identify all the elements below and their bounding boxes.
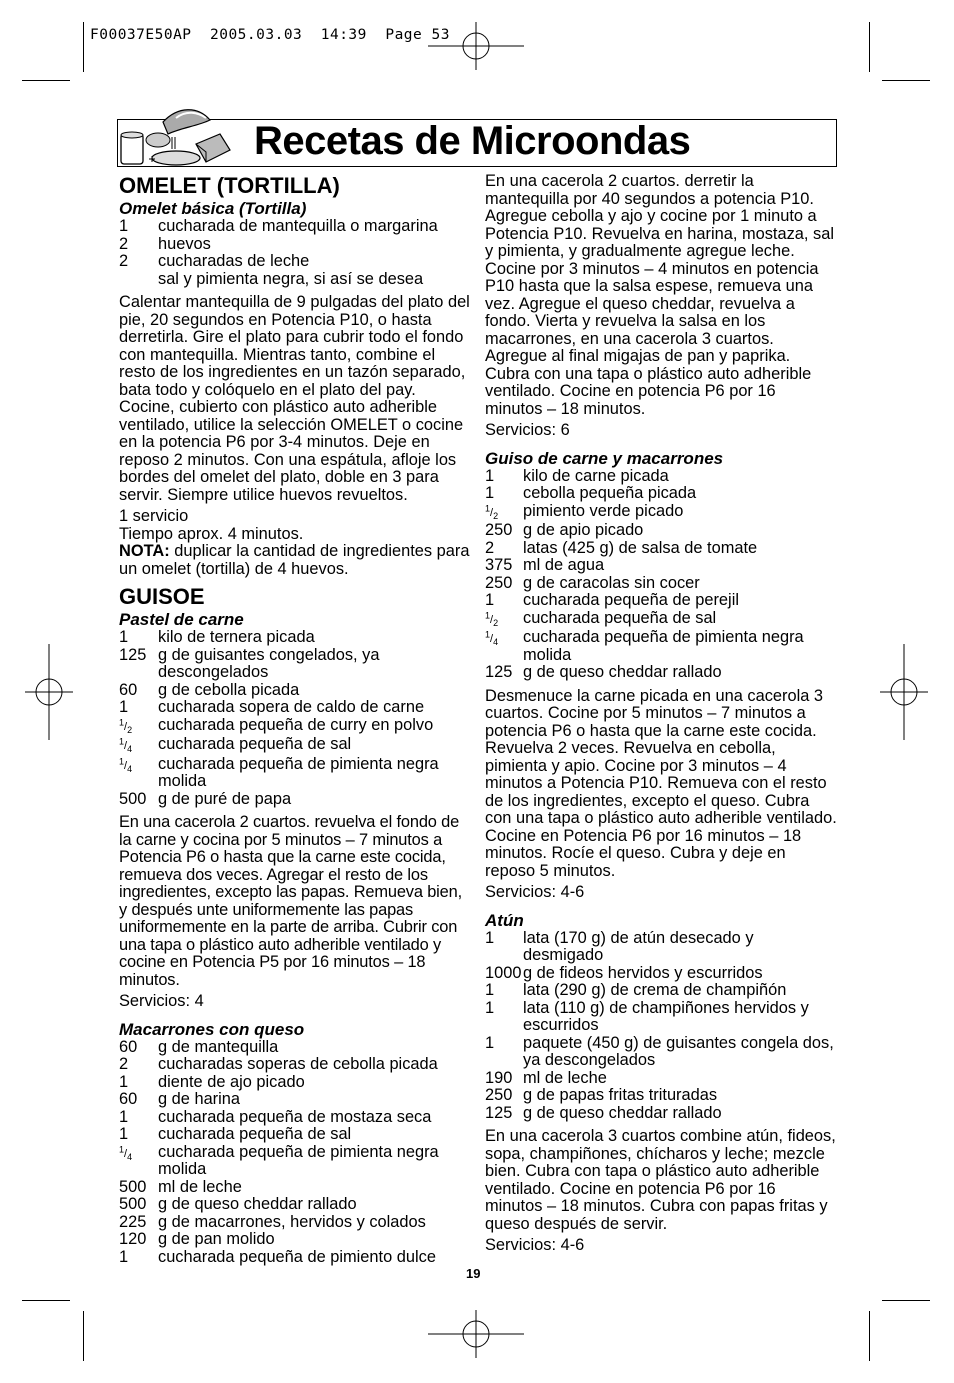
ingredient-text: cucharada pequeña de pimienta negra molida (158, 1142, 439, 1178)
ingredient-row (485, 982, 837, 1000)
ingredient-row (485, 522, 837, 540)
left-column (119, 173, 471, 1266)
guiso-instructions: Desmenuce la carne picada en una cacerola 3 cuartos. Cocine por 5 minutos – 7 minutos a potencia P6 o hasta que la carne este cocida. Revuelva 2 veces. Revuelva en cebolla, pimienta y apio. Cocine por 3 minutos – 4 minutos a Potencia P10. Remueva con el resto de los ingredientes, excepto el queso. Cubra con una tapa o plástico auto adherible ventilado. Cocine en Potencia P6 por 16 minutos – 18 minutos. Rocíe el queso. Cubra y deje en reposo 5 minutos. (485, 686, 837, 880)
ingredient-row (119, 1109, 471, 1127)
ingredient-text: g de harina (158, 1090, 241, 1108)
ingredient-row (485, 1000, 837, 1035)
ingredient-row (485, 575, 837, 593)
atun-instructions: En una cacerola 3 cuartos combine atún, fideos, sopa, champiñones, chícharos y leche; mezcle bien. Cubra con tapa o plástico auto adherible ventilado. Cocine en potencia P6 por 16 minutos – 18 minutos. Cubra con papas fritas y queso después de servir. (485, 1127, 836, 1233)
ingredient-quantity: 375 (485, 556, 513, 574)
printer-slug: F00037E50AP 2005.03.03 14:39 Page 53 (90, 27, 450, 43)
ingredient-row (119, 791, 471, 809)
ingredient-quantity: 2 (485, 538, 495, 557)
ingredient-quantity (119, 271, 158, 289)
ingredient-text: g de queso cheddar rallado (523, 1103, 722, 1122)
ingredient-text: g de fideos hervidos y escurridos (523, 963, 763, 982)
ingredient-row (485, 930, 837, 965)
ingredient-quantity: 250 (485, 521, 513, 539)
ingredient-text: g de guisantes congelados, ya descongelados (158, 645, 380, 681)
ingredient-row (119, 717, 471, 737)
guiso-subheading: Guiso de carne y macarrones (485, 448, 724, 468)
page-title: Recetas de Microondas (254, 119, 691, 163)
right-column (485, 173, 837, 1255)
ingredient-row (485, 664, 837, 682)
ingredient-row (119, 736, 471, 756)
pastel-ingredients (119, 629, 471, 808)
ingredient-quantity: 500 (119, 1195, 147, 1213)
ingredient-text: cucharada pequeña de sal (158, 735, 352, 753)
ingredient-quantity: 2 (119, 252, 129, 270)
pastel-instructions: En una cacerola 2 cuartos. revuelva el fondo de la carne y cocina por 5 minutos – 7 minutos a Potencia P6 o hasta que la carne este cocida, remueva dos veces. Agregar el resto de los ingredientes, excepto las papas. Remueva bien, y después unte uniformemente las papas uniformemente en la parte de arriba. Cubrir con una tapa o plástico auto adherible ventilado y cocine en Potencia P5 por 16 minutos – 18 minutos. (119, 813, 462, 989)
ingredient-row (485, 557, 837, 575)
ingredient-quantity: 190 (485, 1068, 513, 1087)
note-text: duplicar la cantidad de ingredientes para un omelet (tortilla) de 4 huevos. (119, 542, 470, 578)
macarrones-subheading: Macarrones con queso (119, 1019, 305, 1039)
ingredient-row (485, 485, 837, 503)
ingredient-text: cucharada pequeña de pimienta negra molida (523, 628, 804, 664)
crop-mark (22, 1300, 70, 1301)
ingredient-quantity: 1 (119, 1107, 129, 1126)
atun-subheading: Atún (485, 910, 524, 930)
ingredient-text: cucharada pequeña de pimienta negra molida (158, 754, 439, 790)
ingredient-row (119, 271, 471, 289)
ingredient-text: cucharada pequeña de mostaza seca (158, 1107, 432, 1126)
omelet-subheading: Omelet básica (Tortilla) (119, 199, 307, 218)
crop-mark (869, 22, 870, 72)
ingredient-quantity: 60 (119, 1037, 138, 1056)
guisoe-heading: GUISOE (119, 584, 205, 609)
ingredient-text: g de queso cheddar rallado (158, 1195, 357, 1213)
ingredient-row (119, 236, 471, 254)
pastel-subheading: Pastel de carne (119, 610, 244, 629)
ingredient-text: diente de ajo picado (158, 1072, 305, 1091)
ingredient-text: ml de leche (158, 1177, 242, 1196)
ingredient-text: kilo de ternera picada (158, 628, 315, 646)
ingredient-text: cucharada pequeña de pimiento dulce (158, 1247, 436, 1266)
ingredient-quantity: 1 (485, 466, 495, 485)
macarrones-ingredients (119, 1039, 471, 1267)
ingredient-row (119, 1126, 471, 1144)
ingredient-row (119, 1056, 471, 1074)
ingredient-row (119, 647, 471, 682)
ingredient-text: g de puré de papa (158, 789, 292, 808)
guiso-servings: Servicios: 4-6 (485, 883, 585, 901)
registration-mark (25, 644, 73, 740)
ingredient-quantity: 250 (485, 1086, 513, 1104)
ingredient-quantity: $^1/_2$ (119, 716, 133, 735)
macarrones-servings: Servicios: 6 (485, 421, 570, 439)
ingredient-quantity: 1 (119, 1125, 129, 1143)
ingredient-quantity: 250 (485, 573, 513, 592)
registration-mark (428, 22, 524, 70)
ingredient-quantity: $^1/_2$ (485, 609, 499, 628)
pastel-servings: Servicios: 4 (119, 992, 204, 1010)
ingredient-row (485, 1035, 837, 1070)
ingredient-row (485, 629, 837, 664)
ingredient-text: ml de leche (523, 1068, 607, 1087)
ingredient-quantity: 1 (485, 928, 495, 947)
ingredient-text: cucharada pequeña de sal (523, 608, 717, 627)
ingredient-row (485, 610, 837, 630)
ingredient-row (119, 253, 471, 271)
ingredient-text: g de caracolas sin cocer (523, 573, 700, 592)
ingredient-text: cucharada pequeña de sal (158, 1125, 352, 1143)
ingredient-row (485, 468, 837, 486)
ingredient-text: latas (425 g) de salsa de tomate (523, 538, 758, 557)
ingredient-text: cucharada pequeña de perejil (523, 591, 739, 609)
ingredient-quantity: $^1/_4$ (485, 629, 499, 648)
food-illustration-icon (118, 104, 236, 170)
ingredient-quantity: 1 (485, 998, 495, 1017)
ingredient-row (119, 1214, 471, 1232)
ingredient-quantity: 1 (119, 628, 129, 646)
ingredient-quantity: 125 (485, 1103, 513, 1122)
ingredient-text: kilo de carne picada (523, 466, 669, 485)
guiso-ingredients (485, 468, 837, 682)
ingredient-text: g de mantequilla (158, 1037, 279, 1056)
crop-mark (882, 1300, 930, 1301)
ingredient-quantity: $^1/_4$ (119, 755, 133, 774)
ingredient-text: cucharadas soperas de cebolla picada (158, 1055, 438, 1073)
ingredient-row (485, 592, 837, 610)
ingredient-quantity: 60 (119, 1090, 138, 1108)
ingredient-row (119, 699, 471, 717)
ingredient-quantity: 1 (119, 217, 129, 235)
ingredient-text: g de apio picado (523, 521, 644, 539)
ingredient-quantity: $^1/_4$ (119, 1143, 133, 1162)
page-number: 19 (466, 1266, 481, 1281)
ingredient-quantity: 1 (119, 1247, 129, 1266)
ingredient-quantity: 1 (485, 591, 495, 609)
ingredient-quantity: 2 (119, 234, 129, 253)
crop-mark (882, 80, 930, 81)
ingredient-row (485, 540, 837, 558)
atun-ingredients (485, 930, 837, 1123)
crop-mark (83, 1311, 84, 1361)
ingredient-text: cucharada de mantequilla o margarina (158, 217, 438, 235)
ingredient-row (119, 1179, 471, 1197)
crop-mark (22, 80, 70, 81)
ingredient-row (119, 682, 471, 700)
ingredient-text: sal y pimienta negra, si así se desea (158, 269, 424, 288)
ingredient-row (119, 1074, 471, 1092)
ingredient-row (119, 1091, 471, 1109)
ingredient-row (119, 629, 471, 647)
omelet-note (119, 543, 471, 578)
ingredient-text: g de papas fritas trituradas (523, 1086, 718, 1104)
ingredient-quantity: 125 (119, 645, 147, 664)
ingredient-quantity: 60 (119, 680, 138, 699)
ingredient-quantity: 1 (119, 698, 129, 716)
note-label: NOTA: (119, 542, 170, 560)
ingredient-quantity: 1 (485, 484, 495, 502)
ingredient-text: g de pan molido (158, 1230, 275, 1248)
ingredient-row (119, 218, 471, 236)
ingredient-text: cucharada sopera de caldo de carne (158, 698, 425, 716)
ingredient-text: g de macarrones, hervidos y colados (158, 1212, 426, 1231)
omelet-instructions: Calentar mantequilla de 9 pulgadas del plato del pie, 20 segundos en Potencia P10, o hasta derretirla. Gire el plato para cubrir todo el fondo con mantequilla. Mientras tanto, combine el resto de los ingredientes en un tazón separado, bata todo y colóquelo en el plato del pay. Cocine, cubierto con plástico auto adherible ventilado, utilice la selección OMELET o cocine en la potencia P6 por 3-4 minutos. Deje en reposo 2 minutos. Con una espátula, afloje los bordes del omelet del plato, doble en 3 para servir. Siempre utilice huevos revueltos. (119, 293, 470, 504)
registration-mark (428, 1310, 524, 1358)
ingredient-quantity: 500 (119, 1177, 147, 1196)
ingredient-quantity: 2 (119, 1055, 129, 1073)
ingredient-row (119, 1231, 471, 1249)
crop-mark (869, 1311, 870, 1361)
crop-mark (83, 22, 84, 72)
ingredient-row (119, 1144, 471, 1179)
ingredient-text: g de queso cheddar rallado (523, 663, 722, 681)
ingredient-text: paquete (450 g) de guisantes congela dos, ya descongelados (523, 1033, 834, 1069)
ingredient-quantity: 1 (119, 1072, 129, 1091)
ingredient-quantity: 225 (119, 1212, 147, 1231)
ingredient-row (485, 965, 837, 983)
ingredient-text: cucharadas de leche (158, 252, 310, 270)
ingredient-row (485, 1087, 837, 1105)
registration-mark (880, 644, 928, 740)
ingredient-text: lata (110 g) de champiñones hervidos y escurridos (523, 998, 809, 1034)
omelet-servings: 1 servicio (119, 507, 189, 525)
ingredient-quantity: $^1/_4$ (119, 736, 133, 755)
ingredient-quantity: 1 (485, 1033, 495, 1052)
omelet-time: Tiempo aprox. 4 minutos. (119, 524, 304, 543)
ingredient-row (485, 503, 837, 523)
ingredient-quantity: 120 (119, 1230, 147, 1248)
ingredient-quantity: 125 (485, 663, 513, 681)
ingredient-quantity: 1000 (485, 963, 522, 982)
ingredient-text: cucharada pequeña de curry en polvo (158, 715, 434, 734)
macarrones-instructions: En una cacerola 2 cuartos. derretir la mantequilla por 40 segundos a potencia P10. Agregue cebolla y ajo y cocine por 1 minuto a Potencia P10. Revuelva en harina, mostaza, sal y pimienta, y gradualmente agregue leche. Cocine por 3 minutos – 4 minutos en potencia P10 hasta que la salsa espese, remueva una vez. Agregue el queso cheddar, revuelva a fondo. Vierta y revuelva la salsa en los macarrones, en una cacerola 3 cuartos. Agregue al final migajas de pan y paprika. Cubra con una tapa o plástico auto adherible ventilado. Cocine en potencia P6 por 16 minutos – 18 minutos. (485, 172, 834, 418)
ingredient-row (485, 1070, 837, 1088)
ingredient-text: cebolla pequeña picada (523, 484, 697, 502)
omelet-ingredients (119, 218, 471, 288)
omelet-heading: OMELET (TORTILLA) (119, 173, 340, 198)
ingredient-text: lata (290 g) de crema de champiñón (523, 981, 787, 999)
ingredient-row (485, 1105, 837, 1123)
ingredient-text: ml de agua (523, 556, 605, 574)
atun-servings: Servicios: 4-6 (485, 1236, 585, 1254)
ingredient-text: lata (170 g) de atún desecado y desmigado (523, 928, 754, 964)
ingredient-row (119, 1039, 471, 1057)
ingredient-row (119, 1249, 471, 1267)
ingredient-text: g de cebolla picada (158, 680, 300, 699)
ingredient-text: huevos (158, 234, 211, 253)
ingredient-quantity: $^1/_2$ (485, 502, 499, 521)
ingredient-row (119, 1196, 471, 1214)
ingredient-quantity: 1 (485, 981, 495, 999)
ingredient-quantity: 500 (119, 789, 147, 808)
ingredient-text: pimiento verde picado (523, 501, 684, 520)
ingredient-row (119, 756, 471, 791)
